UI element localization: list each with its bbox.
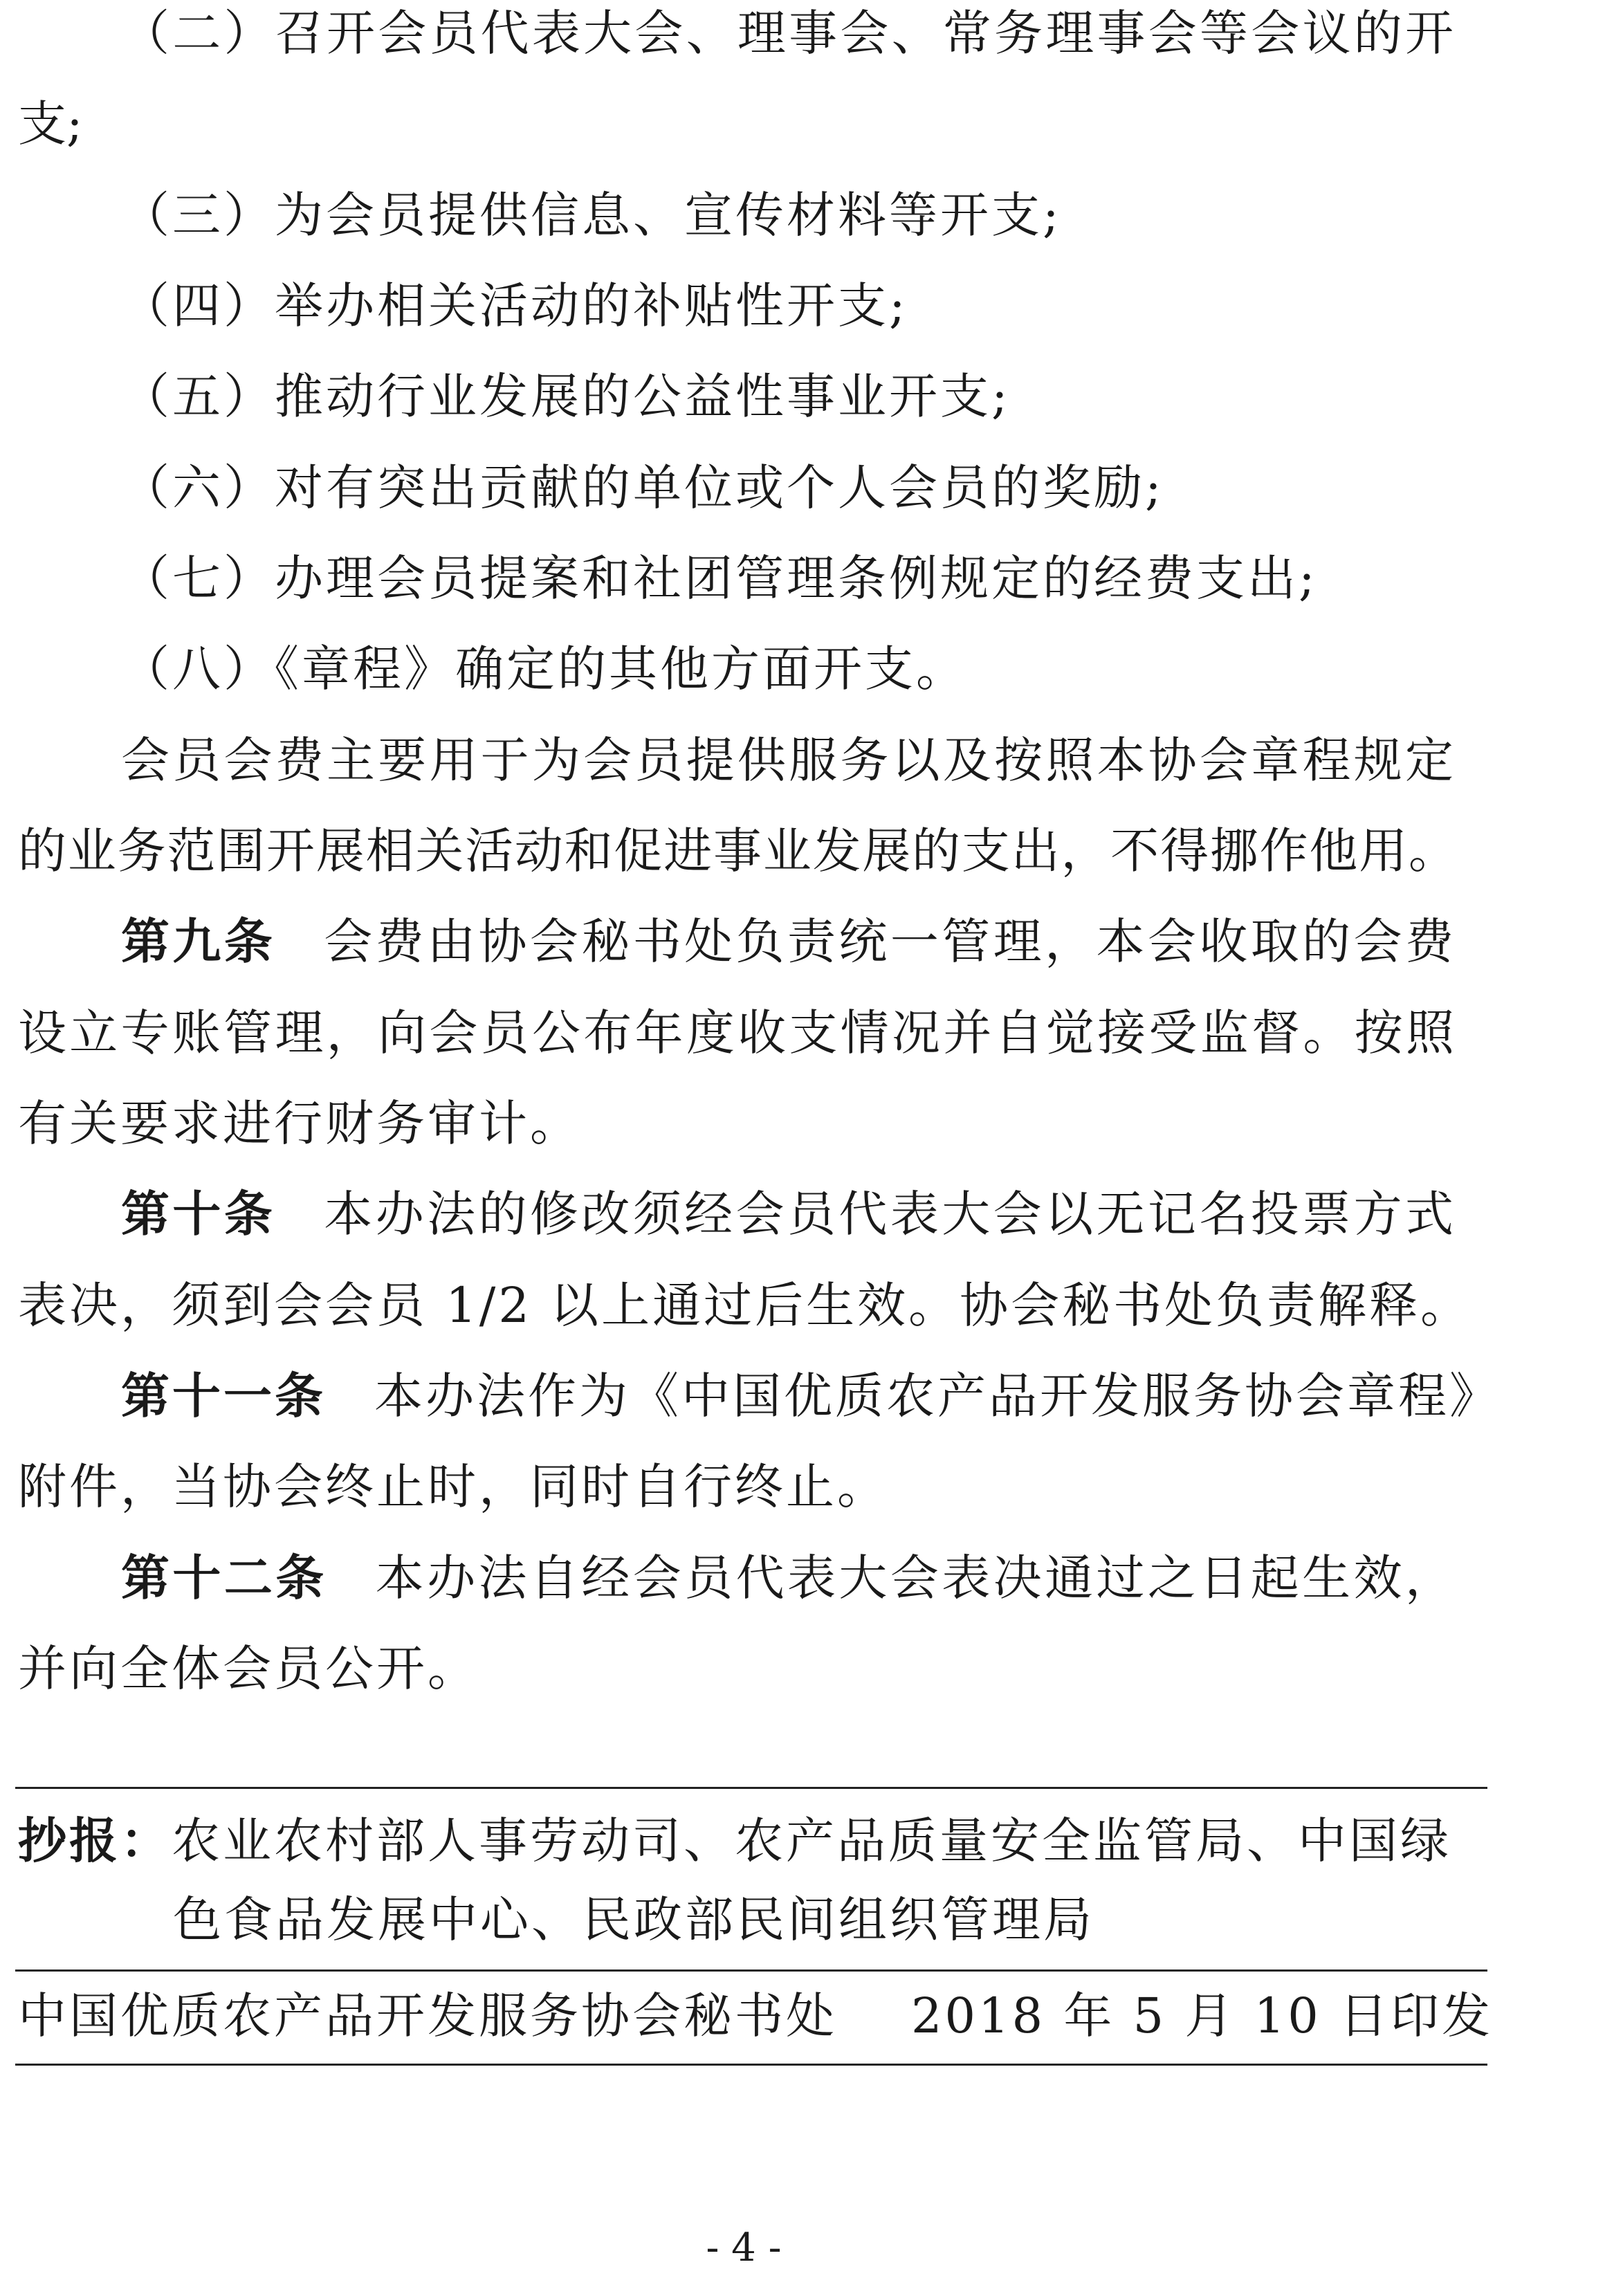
article-11-line-2: 附件，当协会终止时，同时自行终止。 <box>18 1458 888 1515</box>
article-12-line-2: 并向全体会员公开。 <box>18 1640 479 1697</box>
article-9-title: 第九条 <box>121 912 276 970</box>
cc-label: 抄报： <box>18 1812 172 1869</box>
article-11-line-1 <box>121 1363 1501 1429</box>
cc-line-1 <box>18 1808 1451 1874</box>
article-12-line-1 <box>121 1545 1456 1611</box>
article-9-line-2: 设立专账管理，向会员公布年度收支情况并自觉接受监督。按照 <box>18 1004 1457 1061</box>
list-item-7: （七）办理会员提案和社团管理条例规定的经费支出; <box>121 550 1318 607</box>
list-item-8: （八）《章程》确定的其他方面开支。 <box>121 641 967 697</box>
cc-bottom-rule <box>15 1969 1487 1972</box>
issuer: 中国优质农产品开发服务协会秘书处 <box>18 1987 837 2044</box>
issue-date: 2018 年 5 月 10 日印发 <box>910 1987 1493 2044</box>
article-9-line-3: 有关要求进行财务审计。 <box>18 1095 581 1152</box>
usage-paragraph-line-1: 会员会费主要用于为会员提供服务以及按照本协会章程规定 <box>121 732 1456 789</box>
article-9-line-1 <box>121 908 1456 975</box>
list-item-2-line-2: 支; <box>18 95 83 152</box>
usage-paragraph-line-2: 的业务范围开展相关活动和促进事业发展的支出，不得挪作他用。 <box>18 823 1457 879</box>
article-10-line-2: 表决，须到会会员 1/2 以上通过后生效。协会秘书处负责解释。 <box>18 1277 1472 1334</box>
page-number: - 4 - <box>706 2225 782 2270</box>
list-item-5: （五）推动行业发展的公益性事业开支; <box>121 368 1011 425</box>
article-12-text: 本办法自经会员代表大会表决通过之日起生效， <box>375 1550 1457 1606</box>
article-11-text: 本办法作为《中国优质农产品开发服务协会章程》 <box>374 1368 1501 1424</box>
list-item-2-line-1: （二）召开会员代表大会、理事会、常务理事会等会议的开 <box>121 5 1456 62</box>
list-item-3: （三）为会员提供信息、宣传材料等开支; <box>121 187 1062 244</box>
list-item-6: （六）对有突出贡献的单位或个人会员的奖励; <box>121 459 1164 516</box>
list-item-4: （四）举办相关活动的补贴性开支; <box>121 277 908 334</box>
article-10-title: 第十条 <box>121 1185 276 1242</box>
article-12-title: 第十二条 <box>121 1549 327 1606</box>
article-10-text: 本办法的修改须经会员代表大会以无记名投票方式 <box>324 1186 1456 1242</box>
cc-line-2: 色食品发展中心、民政部民间组织管理局 <box>173 1891 1094 1948</box>
article-11-title: 第十一条 <box>121 1367 326 1424</box>
cc-top-rule <box>15 1787 1487 1789</box>
footer-rule <box>15 2064 1487 2066</box>
article-9-text: 会费由协会秘书处负责统一管理，本会收取的会费 <box>324 913 1456 970</box>
issuance-line <box>0 1983 1614 2049</box>
article-10-line-1 <box>121 1181 1456 1247</box>
cc-recipients-1: 农业农村部人事劳动司、农产品质量安全监管局、中国绿 <box>172 1812 1451 1869</box>
